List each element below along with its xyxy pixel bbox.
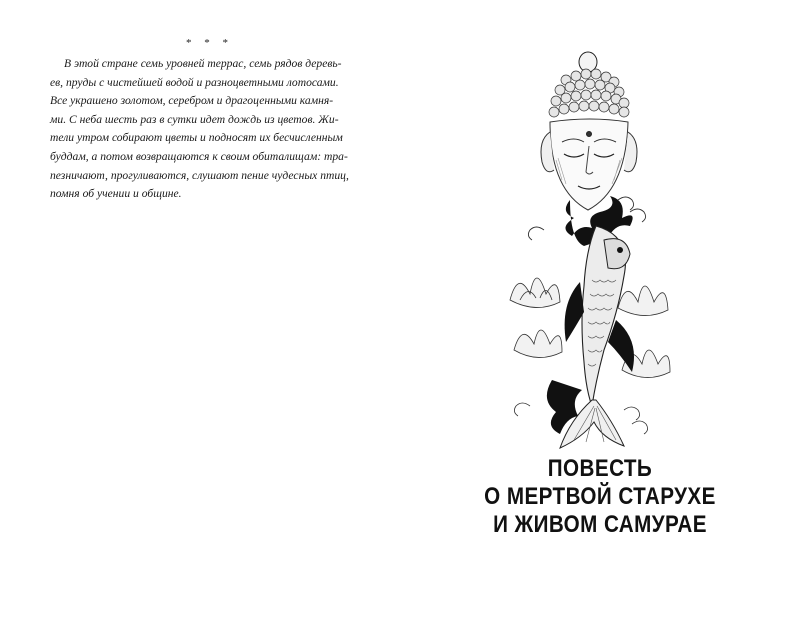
paragraph-line: Все украшено золотом, серебром и драгоценными камня- <box>50 94 334 108</box>
right-page <box>400 0 800 635</box>
paragraph-line: В этой стране семь уровней террас, семь рядов деревь- <box>64 57 342 70</box>
body-paragraph <box>50 55 362 204</box>
paragraph-line: буддам, а потом возвращаются к своим обиталищам: тра- <box>50 149 348 163</box>
paragraph-line: тели утром собирают цветы и подносят их бесчисленным <box>50 131 343 145</box>
paragraph-line: ми. С неба шесть раз в сутки идет дождь из цветов. Жи- <box>50 112 339 126</box>
paragraph-line: пезничают, прогуливаются, слушают пение чудесных птиц, <box>50 168 349 182</box>
title-line: И ЖИВОМ САМУРАЕ <box>493 511 707 538</box>
paragraph-line: ев, пруды с чистейшей водой и разноцветными лотосами. <box>50 75 339 89</box>
lotus-left <box>510 278 562 358</box>
story-title <box>462 455 737 539</box>
buddha-koi-lotus-illustration-icon <box>500 50 680 450</box>
buddha-head <box>541 52 637 210</box>
section-separator: * * * <box>186 37 233 49</box>
title-line: О МЕРТВОЙ СТАРУХЕ <box>484 483 716 510</box>
paragraph-line: помня об учении и общине. <box>50 187 182 201</box>
title-line: ПОВЕСТЬ <box>547 455 653 482</box>
